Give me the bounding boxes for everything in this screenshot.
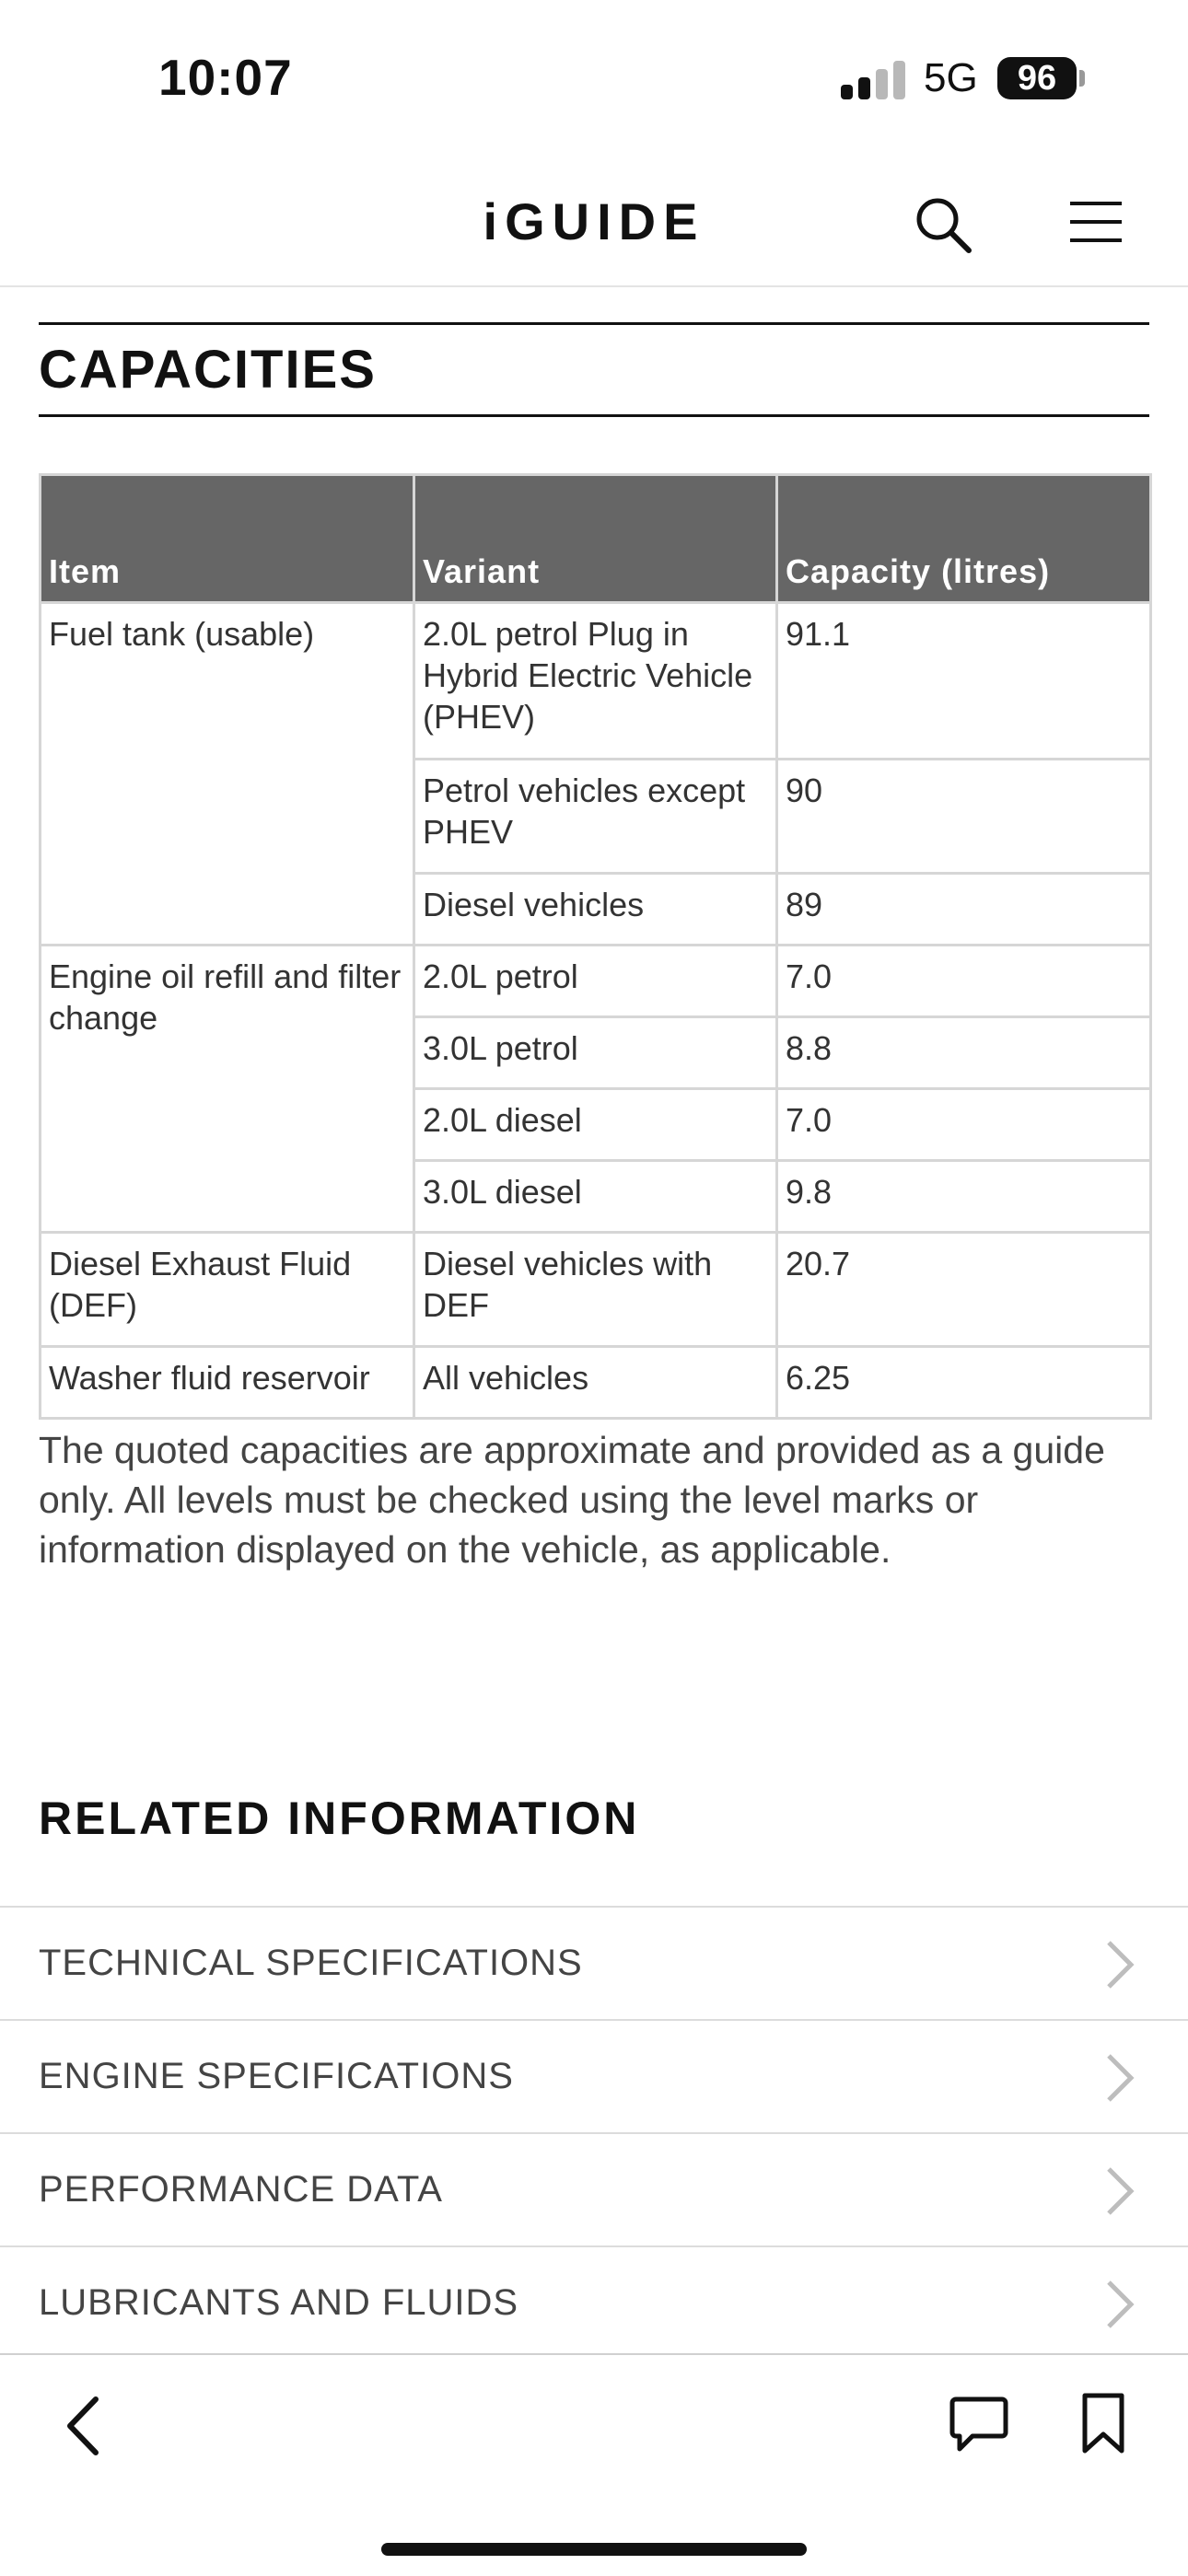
bookmark-button[interactable] [1079,2392,1127,2456]
table-cell-capacity: 90 [777,760,1151,874]
table-cell-item: Engine oil refill and filter change [41,946,414,1233]
table-row [41,603,1151,760]
column-header-item: Item [41,475,414,603]
related-link-label: ENGINE SPECIFICATIONS [39,2056,514,2096]
table-cell-capacity: 20.7 [777,1233,1151,1347]
comment-icon [949,2394,1009,2454]
bottom-toolbar [0,2353,1188,2576]
table-row [41,1233,1151,1347]
table-cell-variant: Petrol vehicles except PHEV [414,760,777,874]
table-header-row [41,475,1151,603]
table-cell-item: Washer fluid reservoir [41,1347,414,1419]
table-cell-item: Fuel tank (usable) [41,603,414,946]
related-information-list [0,1906,1188,2361]
hamburger-menu-icon [1068,199,1124,245]
status-time: 10:07 [158,49,293,106]
related-link-label: PERFORMANCE DATA [39,2169,443,2210]
related-link-engine-specifications[interactable] [0,2021,1188,2134]
home-indicator[interactable] [381,2543,807,2556]
battery-tip [1079,70,1085,87]
cellular-signal-icon [841,61,905,99]
table-cell-item: Diesel Exhaust Fluid (DEF) [41,1233,414,1347]
table-row [41,1347,1151,1419]
feedback-button[interactable] [949,2394,1009,2454]
chevron-right-icon [1101,2164,1138,2219]
section-divider-bottom [39,414,1149,417]
table-cell-capacity: 8.8 [777,1017,1151,1089]
table-cell-variant: 2.0L petrol Plug in Hybrid Electric Vehicle (PHEV) [414,603,777,760]
chevron-right-icon [1101,1937,1138,1992]
back-button[interactable] [61,2394,105,2458]
table-cell-variant: All vehicles [414,1347,777,1419]
app-title: iGUIDE [483,192,705,250]
table-cell-capacity: 7.0 [777,946,1151,1017]
menu-button[interactable] [1068,199,1124,245]
table-cell-variant: Diesel vehicles [414,874,777,946]
column-header-capacity: Capacity (litres) [777,475,1151,603]
table-cell-variant: 3.0L diesel [414,1161,777,1233]
table-cell-variant: 2.0L petrol [414,946,777,1017]
table-cell-capacity: 7.0 [777,1089,1151,1161]
search-icon [912,193,976,258]
column-header-variant: Variant [414,475,777,603]
related-link-performance-data[interactable] [0,2134,1188,2247]
table-cell-capacity: 9.8 [777,1161,1151,1233]
related-information-heading: RELATED INFORMATION [39,1793,640,1844]
chevron-right-icon [1101,2277,1138,2332]
table-cell-variant: 3.0L petrol [414,1017,777,1089]
table-cell-capacity: 6.25 [777,1347,1151,1419]
page-title: CAPACITIES [39,340,377,400]
related-link-technical-specifications[interactable] [0,1908,1188,2021]
chevron-left-icon [61,2394,105,2458]
table-cell-variant: Diesel vehicles with DEF [414,1233,777,1347]
related-link-label: TECHNICAL SPECIFICATIONS [39,1943,583,1983]
table-cell-capacity: 91.1 [777,603,1151,760]
app-header [0,157,1188,287]
table-cell-variant: 2.0L diesel [414,1089,777,1161]
battery-indicator: 96 [997,57,1077,99]
bookmark-icon [1079,2392,1127,2456]
capacities-table [39,473,1152,1420]
status-bar [0,0,1188,157]
table-cell-capacity: 89 [777,874,1151,946]
chevron-right-icon [1101,2050,1138,2106]
search-button[interactable] [912,193,976,258]
capacities-note: The quoted capacities are approximate and provided as a guide only. All levels must be checked using the level marks or information displayed on the vehicle, as applicable. [39,1429,1105,1571]
section-divider-top [39,322,1149,325]
network-type: 5G [924,55,978,100]
table-row [41,946,1151,1017]
related-link-label: LUBRICANTS AND FLUIDS [39,2282,519,2323]
related-link-lubricants-and-fluids[interactable] [0,2247,1188,2361]
